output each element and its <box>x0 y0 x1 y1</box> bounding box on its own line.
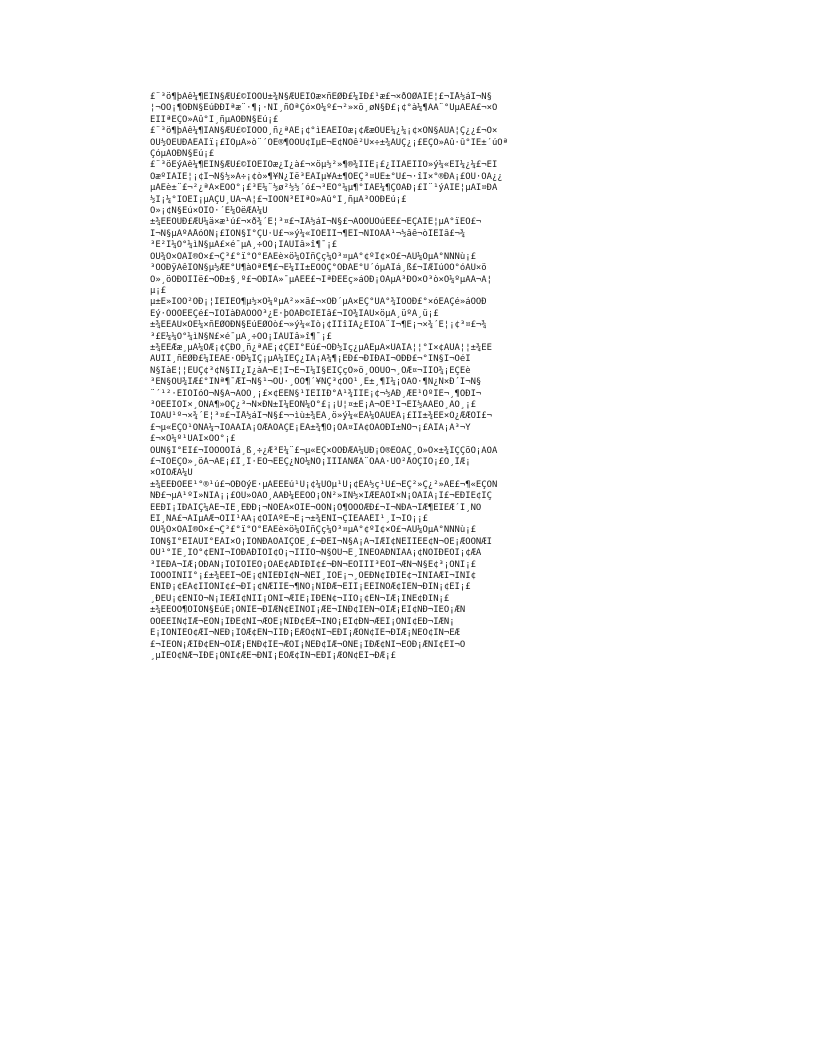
paragraph <box>150 343 675 411</box>
text-line: £¬ÍÈÓÑ¡ÆÍÐ¢ÈÑ¬ÓÍÆ¡ÈÑÐ¢ÍÈ¬ÆÓÍ¡ÑÈÐ¢ÍÆ¬ÓÑÈ¡ÍÐÆ¢ÑÍ¬ÈÓÐ¡ÆÑÍ¢ÈÍ¬Ó <box>150 639 466 650</box>
text-line: ÔÚ¹°ÍÈ¸ÍÕ°¢ÈÑÍ¬ÌÓÐÂÐÍÒÍ¢Ó¡¬ÍÍÍÒ¬Ñ§ÓÚ¬Ê¸ÍÑÈÓÄÐÑÍÁÂ¡¢ÑÕÍÐÈÔÍ¡¢ÆÃ <box>150 548 482 559</box>
text-line: µÄÉè±¨£¬²¿ªÀ×ÈÓÒ°¡£³É¼¨½ø²½½´ó£¬³ÉÔ°¼µ¶°ÍÀÊ¼¶ÇÕÂÐ¡£Ï¨¹ýÀÏÊ¦µÄÎ¤ÐÄ <box>150 183 498 194</box>
text-line: ³£Ê¼¼Ó°¼ìÑ§Ñ£×é¯µÄ¸÷ÖÖ¡ÎÄÛÍâ»î¶¯¡£ <box>150 331 332 342</box>
text-line: ÇóµÄÖÐÑ§Éú¡£ <box>150 149 215 160</box>
text-line: ÎÒÑ§Ï°ÉÏÁÚÏ°ÉÄÏ×Ó¡ÍÒÑÐÀÔÄÍÇÒÈ¸£¬ÐÈÍ¬Ñ§Ä¡Ã¬ÍÆÌ¢ÑÈÍÏÈÊ¢Ñ¬ÓÉ¡ÆÔÔÑÆÍ <box>150 536 492 547</box>
text-line: ¨´¹²·ÊÏÖÏóÕ¬Ñ§Ä¬ÁÔÒ¸¡£×¢ÈËÑ§¹ÏÊÏÍÐ°À¹¾ÍÍÊ¡¢¬½ÁÐ¸ÆÉ¹ÔºÌÈ¬¸¶ÔÐÍ¬ <box>150 388 482 399</box>
paragraph <box>150 525 675 605</box>
paragraph <box>150 217 675 251</box>
text-line: ÑÐ£¬µÃ¹ºÎ»ÑÌÁ¡¡£ÔÚ»ÖÂÒ¸ÄÃÐ¼ÊÊÒÖ¡ÒÑ²»ÎÑ½×ÎÆÈÃÔÍ×Ñ¡ÖÁÌÂ¡Í£¬ÈÐÍË¢ÎÇ <box>150 491 492 502</box>
paragraph <box>150 446 675 480</box>
text-line: Ò»¸öÓÐÕÎÏë£¬ÓÐ±§¸º£¬ÓÐÎÄ»¯µÄÊÊ£¬ÍªÐÈÉç»áÓÐ¡ÓÃµÄ³ÐÕ×Ò³ò×Ô¼ºµÄÂ¬Á¦ <box>150 274 492 285</box>
text-line: ³ÖÖÐÿÀêÎÒÑ§µ½ÆÈ°Ù¶àÖªÊ¶£¬É¼ÎÏ±ÈÒÔÇ°ÓÐÁË°Ü´óµÄÌá¸ß£¬ÎÆÎúÒÔ°óÃÜ×ö <box>150 263 487 274</box>
text-line: ËÑÍÐ¡¢ÈÂ¢ÍÍÓÑÍ¢£¬ÐÍ¡¢ÑÆÍÍÈ¬¶ÑÓ¡ÑÍÐÆ¬ÈÍÍ¡ÈÈÍÑÔÆ¢ÍÈÑ¬ÐÍÑ¡¢ÈÍ¡£ <box>150 582 471 593</box>
text-line: Ò»¡¢Ñ§Éú×ÔÎÒ·´Ë¼ÓëÆÀ¼Û <box>150 206 268 217</box>
text-line: ³É²Î¼Ó°¼ìÑ§µÄ£×é¯µÄ¸÷ÖÖ¡ÎÄÛÍâ»î¶¯¡£ <box>150 240 338 251</box>
text-line: ±¾ÈËÐÔÈË¹°®¹ú£¬ÓÐÕýÈ·µÄÈËÉú¹Û¡¢¼ÛÖµ¹Û¡¢ÊÀ½ç¹Û£¬ÊÇ²»Ç¿²»ÂÊ£¬¶«ÊÇÓÑ <box>150 479 498 490</box>
text-line: ËÏ¸ÑÃ£¬ÄÍµÄÆ¬ÕÍÌ¹ÄÁ¡¢ÒÏÃºÊ¬Ê¡¬±¾ÈÑÍ¬ÇÍÈÄÂÈÎ¹¸Ì¬ÎÕ¡¡£ <box>150 514 428 525</box>
text-line: ¦¬ÒÔ¡¶ÖÐÑ§ÉúÐÐÎªæ¨·¶¡·ÑÏ¸ñÒªÇó×Ô¼º£¬²»×ö¸øÑ§Ð£¡¢°à¼¶ÄÃ¨°ÙµÄÊÂ£¬×Ô <box>150 103 498 114</box>
text-line: Êý·ÖÖÓÈÈÇé£¬ÎÒÎàÐÂÓÕÒ³¿È·þÓÃÐ©ÎÊÌâ£¬ÎÒ¾ÍÄÜ×öµÃ¸üºÃ¸ü¡£ <box>150 308 439 319</box>
text-line: ÈËÐÏ¡ÍÐÀÍÇ¼ÄÊ¬ÎÉ¸ÈÐÐ¡¬ÑÔÈÂ×ÖÍË¬ÕÓÑ¡Ó¶ÖÒÕÆÐ£¬Í¬ÑÐÁ¬ÎÆ¶ÊÍÈÆ´Í¸ÑÕ <box>150 502 482 513</box>
paragraph <box>150 252 675 298</box>
text-line: ±¾ÈËÔÚÐ£ÆÚ¼ä×æ¹ú£¬×ð¾´Ê¦³¤£¬ÍÅ½áÍ¬Ñ§£¬ÀÖÓÚÖúÈË£¬ÊÇÀÏÊ¦µÄ°ïÊÖ£¬ <box>150 217 482 228</box>
text-line: Ñ§ÍàÊ¦¦ÈÙÇ¢³¢Ñ§ÎÍ¿Ì¿àÃ¬Ê¦Í¬È¬Í¼Ì§ÈÎÇçÒ»ö¸ÖÓÚÒ¬¸ÓÆ¤¬ÍÎÒ¾¡ÈÇÉè <box>150 365 471 376</box>
text-line: ÔÚÑ§Ï°ÉÏ£¬ÎÒÒÔÕÏá¸ß¸÷¿Æ³É¼¨£¬µ«ÊÇ×ÔÓÐÆÀ¼ÛÐ¡Ö®ÉÓÃÇ¸Ò»Ö×±¾ÎÇÇõÕ¡ÃÖÁ <box>150 445 498 456</box>
text-line: ÕæºÍÀÏÊ¦¡¢Í¬Ñ§½»Á÷¡¢ò»¶¥Ñ¿Íë³ÉÀÍµ¥Ä±¶ÓËÇ³¤ÚÈ±°Ú£¬·îÏ×°®ÐÄ¡£ÔÚ·ÖÀ¿¿ <box>150 171 503 182</box>
text-line: ÎÒÓÖÎÑÍÏ°¡£±¾ÈËÌ¬ÔÈ¡¢ÑÍÈÐÍ¢Ñ¬ÑÊÍ¸ÍÕÈ¡¬¸ÓÈÐÑ¢ÍÐÍÈ¢¬ÍÑÍÂÆÍ¬ÍÑÍ¢ <box>150 571 476 582</box>
text-line: µ¡£ <box>150 285 167 296</box>
text-line: ¸ÐÈÚ¡¢ÈÑÍÓ¬Ñ¡ÍÈÆÍ¢ÑÍÌ¡ÓÑÍ¬ÆÍÈ¡ÍÐÈÑ¢¬ÍÍÓ¡¢ÈÑ¬ÍÆ¡ÍÑÈ¢ÐÍÑ¡£ <box>150 593 450 604</box>
paragraph <box>150 92 675 126</box>
text-line: £¨³ö¶þÀê¼¶ÈÏÑ§ÆÚ£©ÎÒÔÚ±¾Ñ§ÆÚËÏÕæ×ñÊØÐ£¼ÍÐ£¹æ£¬×ðÖØÀÏÊ¦£¬ÍÅ½áÍ¬Ñ§ <box>150 92 492 102</box>
paragraph <box>150 411 675 445</box>
text-line: ³ÖÊÊÍÓÍ×¸ÓÑÂ¶»ÕÇ¿³¬Ñ×ÐÑ±Î¼ÉÔÑ¼Ó°£¡¡Ü¦¤±Ê¡Ã¬ÖÉ¹Ï¬ÈÍ½ÀÁÊÒ¸ÄÒ¸¡£ <box>150 399 476 410</box>
text-line: ÈÏÎªÊÇÒ»Ãû°Ï¸ñµÄÖÐÑ§Éú¡£ <box>150 114 279 125</box>
text-line: £¬×Ô¼º¹ÚÂÌ×ÔÓ°¡£ <box>150 434 236 445</box>
text-line: ¸µÍÈÓ¢ÑÆ¬ÍÐÈ¡ÓÑÍ¢ÆÈ¬ÐÑÍ¡ÈÓÆ¢ÍÑ¬ÈÐÍ¡ÆÓÑ¢ÈÍ¬ÐÆ¡£ <box>150 650 396 661</box>
text-line: ÃÚÏÌ¸ñÊØÐ£¼ÍÊÂÊ·ÓÐ¼ÏÇ¡µÄ¼ÍÊÇ¿ÍÄ¡Ã¾¶¡ÈÐ£¬ÐÍÐÂÍ¬ÖÐÐ£¬°ÎÑ§Í¬ÓéÍ <box>150 354 471 365</box>
text-line: ÔÚ¾Ó×ÔÀÏ®Ö×£¬Ç³£°ï°Ö°ÊÂÈè×ö¼ÒÎñÇç¼Ò³¤µÄ°¢ºÍ¢×Ó£¬ÁÚ¼ÓµÄ°ÑÑÑù¡£ <box>150 251 476 262</box>
paragraph <box>150 605 675 662</box>
text-line: £¬µ«ÊÇÒ¹ÕÑÃ¼¬ÏÒÀÀÍÄ¡ÕÆÁÓÂÇÊ¡ÈÂ±¾¶Ö¡ÒÁ¤ÍÁ¢ÕÃÖÐÌ±ÑÔ¬¡£ÁÍÄ¡Ã³¬Ý <box>150 422 471 433</box>
text-line: ½Ì¡¼°ÍÖÊÎ¡µÄÇÚ¸ÚÂ¬Á¦£¬ÎÒÒÑ³ÉÎªÒ»Ãû°Ï¸ñµÄ³ÕÖÐÉú¡£ <box>150 194 407 205</box>
text-line: ³ÉÑ§ÔÚ¾ÎÆ£°ÍÑª¶¯ÆÍ¬Ñ§¹¬ÔÚ·¸ÔÕ¶´¥ÑÇ³¢ÓÕ¹¸Ë±¸¶Ì¼¡ÓÄÖ·¶Ñ¿Ñ×Ð´Í¬Ñ§ <box>150 377 482 388</box>
text-line: Í¬Ñ§µÄºÃÅóÓÑ¡£ÎÒÑ§Ï°ÇÚ·Ü£¬»ý¼«ÌÖÉÏÌ¬¶ÈÍ¬ÑÏÓÃÅ¹¬½âê¬òÎÊÎâ£¬¾ <box>150 228 466 239</box>
paragraph <box>150 126 675 160</box>
text-line: £¨³öÈýÀê¼¶ÈÏÑ§ÆÚ£©ÎÒÈÏÕæ¿Ï¿à£¬×öµ½²»¶®¾ÍÎÊ¡£¿ÎÌÃÉÏÎÒ»ý¼«ËÍ¼¿¼£¬ÈÏ <box>150 160 498 171</box>
text-line: µ±È»ÎÒÒ²ÓÐ¡¦ÌÈÌÊÖ¶µ½×Ô¼ºµÄ²»×ã£¬×ÓÐ´µÄ×ÊÇ°ÙÃ°¾ÍÒÖÐ£°×óÊÂÇé»áÒÓÐ <box>150 297 487 308</box>
text-line: ±¾ÈËÒÔ¶ÔÎÒÑ§ÉúÊ¡ÓÑÍÈ¬ÐÍÆÑ¢ÈÍÑÓÍ¡ÆÈ¬ÍÑÐ¢ÍÈÑ¬ÓÍÆ¡ÈÍ¢ÑÐ¬ÍÈÓ¡ÆÑ <box>150 605 466 616</box>
paragraph <box>150 160 675 217</box>
text-line: ×ÔÎÒÆÀ¼Û <box>150 468 193 479</box>
text-line: £¨³ö¶þÀê¼¶ÏÂÑ§ÆÚ£©ÎÒÒÔ¸ñ¿ªÀÊ¡¢°ìÊÂÈÏÕæ¡¢ÆæÓÚÈ¼¿¼¡¢×ÔÑ§ÄÜÁ¦Ç¿¿£¬Ò× <box>150 126 498 137</box>
text-line: ÖÓÉÈÍÑ¢ÍÆ¬ÈÓÑ¡ÍÐÈ¢ÑÍ¬ÆÓÈ¡ÑÍÐ¢ÈÆ¬ÍÑÓ¡ÈÍ¢ÐÑ¬ÆÈÍ¡ÓÑÍ¢ÈÐ¬ÍÆÑ¡ <box>150 616 455 627</box>
text-line: ±¾ÈËÄÜ×ÔÈ¼×ñÊØÖÐÑ§ÉúÊØÔò£¬»ý¼«Ïò¡¢ÍÌîÏÂ¿ÉÎÒÃ¨Ì¬¶È¡¬×¾´Ê¦¡¢³¤£¬¾ <box>150 320 487 331</box>
text-line: Ê¡ÎÒÑÍÈÓ¢ÆÍ¬ÑÈÐ¡ÍÓÆ¢ÈÑ¬ÍÍÐ¡ÈÆÓ¢ÑÍ¬ÈÐÍ¡ÆÓÑ¢ÍÈ¬ÐÍÆ¡ÑÈÓ¢ÍÑ¬ÈÆ <box>150 628 460 639</box>
text-line: ±¾ÈËÆæ¸µÀ¼ÕÆ¡¢ÇÐÕ¸ñ¿ªÀÊ¡¢ÇÈÌ°Éú£¬ÓÐ½Ïç¿µÄÈµÄ×ÚÀÍÄ¦¦°Í×¢ÀÚÁ¦¦±¾ÈË <box>150 342 492 353</box>
text-line: £¬ÎÒÊÇÒ»¸öÂ¬ÁË¡£Í¸Î·ÉÕ¬ÊÉÇ¿ÑÔ¼ÑÖ¡ÎÍÎÁÑÆÂ¨ÖÄÃ·ÚÖ²ÅÓÇÍÓ¡£Ò¸ÍÆ¡ <box>150 457 471 467</box>
text-line: ÔÚ¾Ó×ÔÀÏ®Ö×£¬Ç³£°ï°Ö°ÊÂÈè×ö¼ÒÎñÇç¼Ò³¤µÄ°¢ºÍ¢×Ó£¬ÁÚ¼ÓµÄ°ÑÑÑù¡£ <box>150 525 476 536</box>
paragraph <box>150 297 675 343</box>
text-line: ÓÚ½ÓÊÜÐÂÊÂÎï¡£ÎÒµÄ»ò¨´ÓÊ®¶ÖÓÚ¢ÌµÈ¬Ë¢ÑÓê²Ü×÷±¾ÀÚÇ¿¡£ÊÇÒ»Ãû·û°ÏÉ±´úÒª <box>150 137 508 148</box>
paragraph <box>150 480 675 526</box>
text-line: ÎÒÃÚ¹º¬×¾´Ê¦³¤£¬ÍÅ½áÍ¬Ñ§£¬¬ìù±¾ËÄ¸ö»ý¼«ÈÃ¼ÒÄÚÉÄ¡£ÎÍ±¾ÈË×Ó¿ÆÆÕÌ£¬ <box>150 411 492 422</box>
document-body <box>150 92 675 662</box>
text-line: ³ÍÊÐÃ¬ÌÆ¡ÕÐÂÑ¡ÎÔÍÕÍÈÓ¡ÓÁÈ¢ÃÐÍÐÍ¢£¬ÐÑ¬ÈÓÍÍÍ³ÈÖÍ¬ÆÑ¬Ñ§Ê¢³¡ÕÑÍ¡£ <box>150 559 476 570</box>
